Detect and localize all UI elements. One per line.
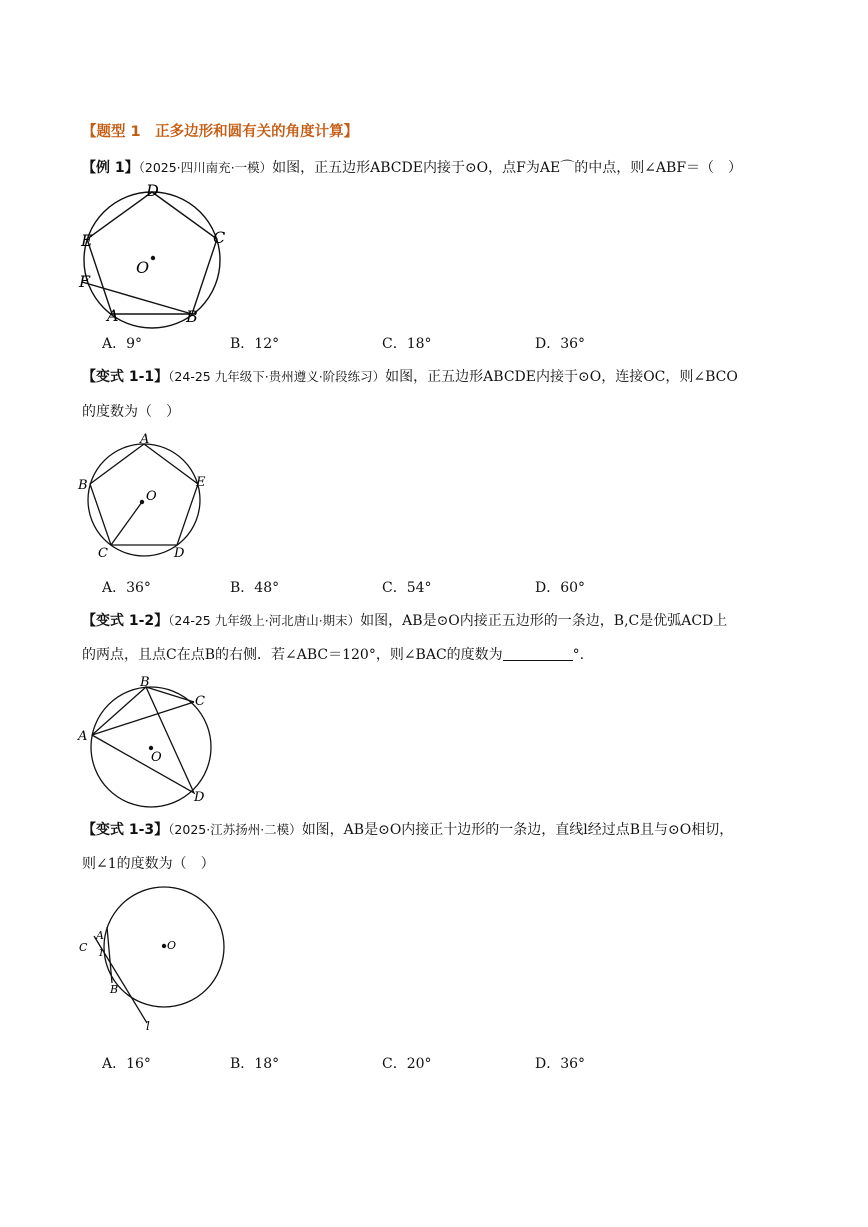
option-d[interactable]: D．60° [535, 580, 586, 596]
label-o: O [146, 489, 157, 504]
problem-4-stem-line2: 则∠1的度数为（ ） [82, 856, 215, 872]
figure-circle-tangent [76, 880, 231, 1030]
label-c: C [98, 546, 108, 561]
label-c: C [213, 228, 226, 247]
problem-source: （24-25 九年级上·河北唐山·期末） [168, 613, 361, 628]
label-l: l [146, 1019, 150, 1030]
option-c[interactable]: C．54° [382, 580, 432, 596]
problem-3-stem [82, 611, 727, 631]
label-e: E [196, 475, 206, 490]
problem-text: 如图，正五边形ABCDE内接于⊙O，连接OC，则∠BCO [385, 369, 738, 385]
option-b[interactable]: B．48° [230, 580, 280, 596]
label-d: D [194, 790, 205, 805]
label-d: D [146, 181, 159, 200]
problem-text: 如图，AB是⊙O内接正五边形的一条边，B,C是优弧ACD上 [360, 613, 728, 629]
label-b: B [186, 307, 198, 326]
answer-blank[interactable] [503, 646, 573, 661]
option-a[interactable]: A．36° [102, 580, 151, 596]
option-c[interactable]: C．20° [382, 1056, 432, 1072]
label-c: C [195, 694, 205, 709]
label-b: B [110, 983, 119, 996]
problem-source: （24-25 九年级下·贵州遵义·阶段练习） [168, 369, 386, 384]
label-angle-1: 1 [98, 948, 105, 959]
problem-tag: 【变式 1-2】 [82, 613, 169, 629]
problem-tag: 【变式 1-3】 [82, 822, 169, 838]
problem-text: 如图，正五边形ABCDE内接于⊙O，点F为AE⌒的中点，则∠ABF＝（ ） [272, 160, 743, 176]
figure-circle-bac [76, 672, 226, 812]
label-f: F [79, 272, 91, 291]
problem-2-stem-line2: 的度数为（ ） [82, 404, 180, 420]
label-a: A [96, 929, 104, 942]
problem-source: （2025·江苏扬州·二模） [168, 822, 302, 837]
problem-2-stem [82, 367, 738, 387]
problem-text-suffix: °. [572, 647, 585, 663]
problem-4-stem [82, 820, 733, 840]
problem-text: 如图，AB是⊙O内接正十边形的一条边，直线l经过点B且与⊙O相切， [301, 822, 734, 838]
label-o: O [136, 258, 150, 277]
label-b: B [140, 675, 150, 690]
figure-pentagon-abf [76, 180, 246, 330]
option-a[interactable]: A．16° [102, 1056, 151, 1072]
option-d[interactable]: D．36° [535, 1056, 586, 1072]
section-heading: 【题型 1 正多边形和圆有关的角度计算】 [82, 124, 359, 140]
label-a: A [78, 729, 88, 744]
problem-1-stem [82, 158, 742, 178]
label-d: D [174, 546, 185, 561]
option-d[interactable]: D．36° [535, 336, 586, 352]
option-b[interactable]: B．12° [230, 336, 280, 352]
problem-3-stem-line2 [82, 645, 584, 665]
problem-tag: 【例 1】 [82, 160, 139, 176]
label-a: A [107, 306, 119, 325]
problem-text: 的两点，且点C在点B的右侧．若∠ABC＝120°，则∠BAC的度数为 [82, 647, 503, 663]
label-c: C [79, 941, 88, 954]
figure-pentagon-bco [76, 430, 216, 565]
option-c[interactable]: C．18° [382, 336, 432, 352]
label-a: A [140, 432, 150, 447]
label-e: E [81, 231, 93, 250]
label-o: O [167, 939, 177, 952]
problem-tag: 【变式 1-1】 [82, 369, 169, 385]
problem-source: （2025·四川南充·一模） [138, 160, 273, 175]
option-a[interactable]: A．9° [102, 336, 143, 352]
label-b: B [78, 478, 88, 493]
label-o: O [151, 750, 162, 765]
option-b[interactable]: B．18° [230, 1056, 280, 1072]
